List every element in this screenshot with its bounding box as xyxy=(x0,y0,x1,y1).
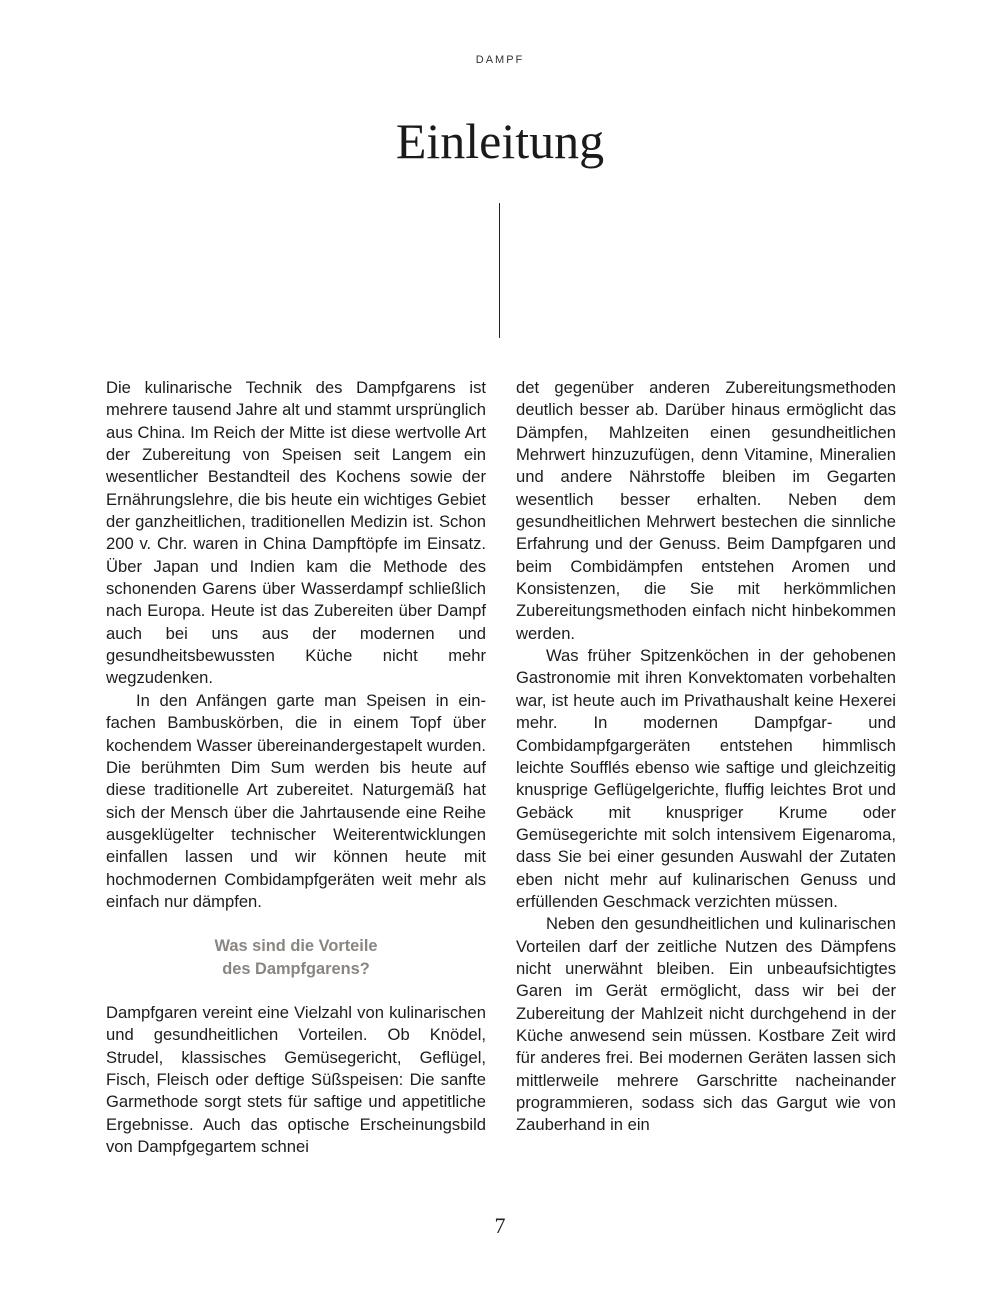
page-title: Einleitung xyxy=(395,113,605,169)
running-header: DAMPF xyxy=(475,54,525,66)
section-subheading xyxy=(106,935,486,980)
right-paragraph-1: det gegenüber anderen Zubereitungsmethoden deutlich besser ab. Darüber hinaus ermöglicht das Dämpfen, Mahlzeiten einen gesundheitlichen Mehrwert hinzuzufügen, denn Vitamine, Mineralien und andere Nährstoffe bleiben im Gegarten wesentlich besser erhalten. Neben dem gesundheitlichen Mehrwert bestechen die sinnliche Erfahrung und der Genuss. Beim Dampfgaren und beim Combidämpfen entstehen Aromen und Konsistenzen, die Sie mit herkömmlichen Zubereitungsmethoden einfach nicht hinbekommen werden. xyxy=(516,378,896,643)
page-number: 7 xyxy=(494,1213,506,1238)
left-paragraph-3: Dampfgaren vereint eine Vielzahl von kulinarischen und gesundheitlichen Vorteilen. Ob Knödel, Strudel, klassisches Gemüsegericht, Geflügel, Fisch, Fleisch oder deftige Süßspeisen: Die sanfte Garmethode sorgt stets für saftige und appetitliche Ergebnisse. Auch das optische Erscheinungsbild von Dampfgegartem schnei xyxy=(106,1002,486,1156)
right-paragraph-2: Was früher Spitzenköchen in der gehobenen Gastronomie mit ihren Konvektomaten vorbehalten war, ist heute auch im Privathaushalt keine Hexerei mehr. In modernen Dampfgar- und Combidampfgargeräten entstehen himmlisch leichte Soufflés ebenso wie saftige und gleichzeitig knusprige Geflügelgerichte, fluffig leichtes Brot und Gebäck mit knuspriger Krume oder Gemüsegerichte mit solch intensivem Eigenaroma, dass Sie bei einer gesunden Auswahl der Zutaten eben nicht mehr auf kulinarischen Genuss und erfüllenden Geschmack verzichten müssen. xyxy=(516,646,896,911)
left-text-column xyxy=(106,377,486,1158)
decorative-vertical-rule xyxy=(499,203,500,338)
left-paragraph-2: In den Anfängen garte man Speisen in einfachen Bambuskörben, die in einem Topf über kochendem Wasser übereinandergestapelt wurden. Die berühmten Dim Sum werden bis heute auf diese traditionelle Art zubereitet. Naturgemäß hat sich der Mensch über die Jahrtausende eine Reihe ausgeklügelter technischer Weiterentwicklungen einfallen lassen und wir können heute mit hochmodernen Combidampfgeräten weit mehr als einfach nur dämpfen. xyxy=(106,690,486,911)
right-paragraph-3: Neben den gesundheitlichen und kulinarischen Vorteilen darf der zeitliche Nutzen des Dämpfens nicht unerwähnt bleiben. Ein unbeaufsichtigtes Garen im Gerät ermöglicht, dass wir bei der Zubereitung der Mahlzeit nicht durchgehend in der Küche anwesend sein müssen. Kostbare Zeit wird für anderes frei. Bei modernen Geräten lassen sich mittlerweile mehrere Garschritte nacheinander programmieren, sodass sich das Gargut wie von Zauberhand in ein xyxy=(516,914,896,1135)
subheading-line-1: Was sind die Vorteile xyxy=(214,937,378,956)
subheading-line-2: des Dampfgarens? xyxy=(222,959,370,978)
right-text-column xyxy=(516,377,896,1137)
left-paragraph-1: Die kulinarische Technik des Dampfgarens ist mehrere tausend Jahre alt und stammt ursprünglich aus China. Im Reich der Mitte ist diese wertvolle Art der Zubereitung von Speisen seit Langem ein wesentlicher Bestandteil des Kochens sowie der Ernährungslehre, die bis heute ein wichtiges Gebiet der ganzheitlichen, traditionellen Medizin ist. Schon 200 v. Chr. waren in China Dampftöpfe im Einsatz. Über Japan und Indien kam die Methode des schonenden Garens über Wasserdampf schließlich nach Europa. Heute ist das Zubereiten über Dampf auch bei uns aus der modernen und gesundheitsbewussten Küche nicht mehr wegzudenken. xyxy=(106,378,487,688)
